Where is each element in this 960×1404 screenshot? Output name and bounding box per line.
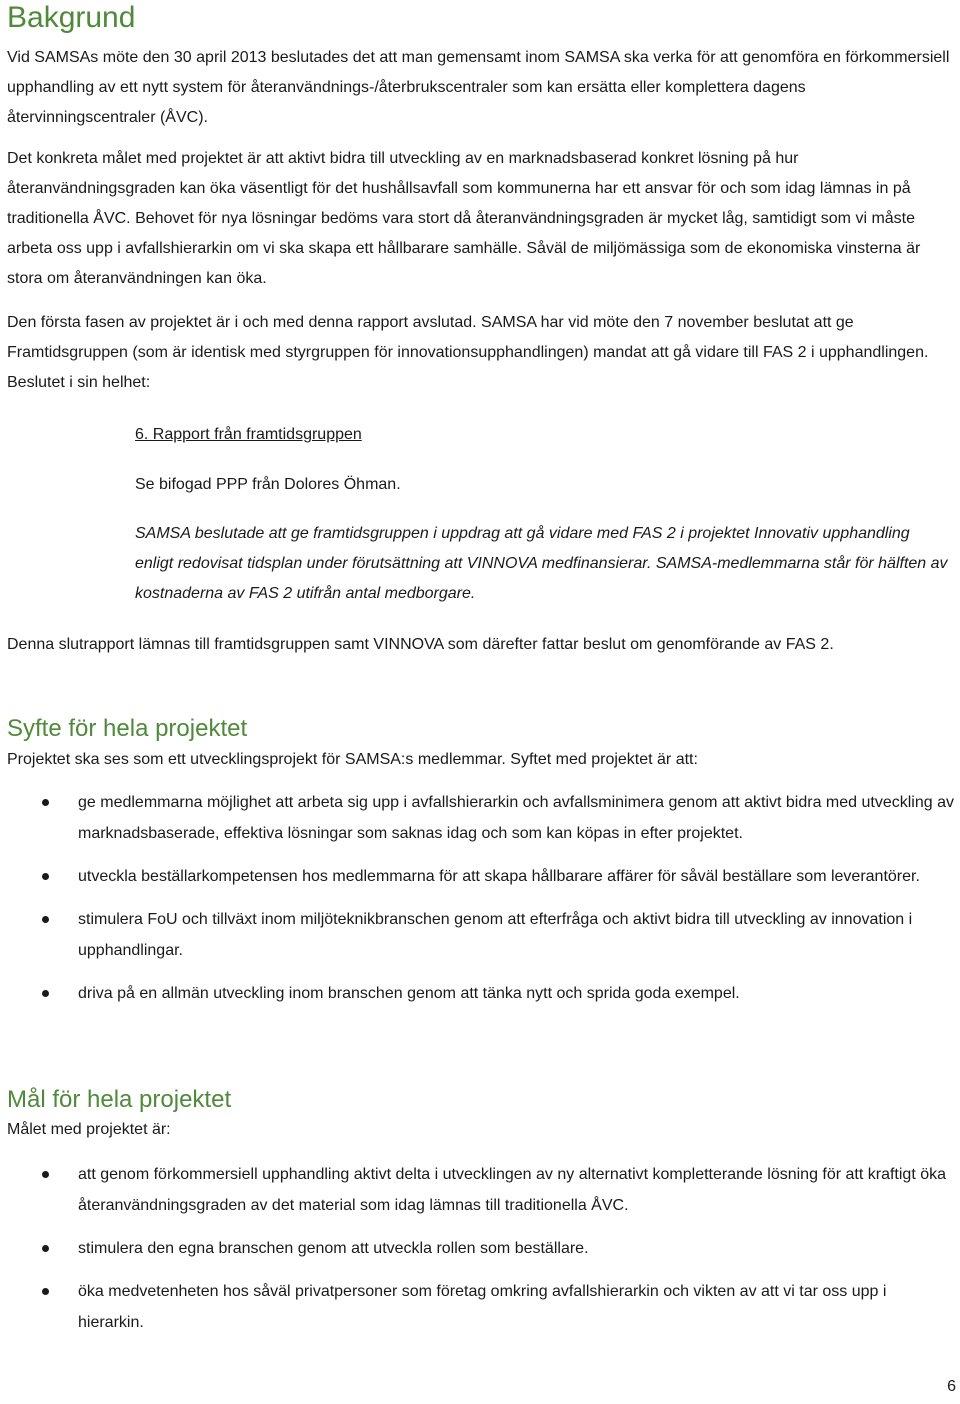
page-number: 6	[947, 1378, 956, 1395]
bullet-icon	[42, 799, 49, 806]
list-item-text: stimulera FoU och tillväxt inom miljöteknikbranschen genom att efterfråga och aktivt bidra till utveckling av innovation i upphandlingar.	[78, 911, 913, 959]
bullet-icon	[42, 1171, 49, 1178]
paragraph-mal-intro: Målet med projektet är:	[7, 1121, 171, 1138]
decision-text: SAMSA beslutade att ge framtidsgruppen i uppdrag att gå vidare med FAS 2 i projektet Innovativ upphandling enligt redovisat tidsplan under förutsättning att VINNOVA medfinansierar. SAMSA-medlemmarna står för hälften av kostnaderna av FAS 2 utifrån antal medborgare.	[135, 525, 948, 602]
mal-list	[7, 1159, 955, 1338]
list-item	[7, 861, 955, 892]
paragraph-goal: Det konkreta målet med projektet är att aktivt bidra till utveckling av en marknadsbaserad konkret lösning på hur återanvändningsgraden kan öka väsentligt för det hushållsavfall som kommunerna har ett ansvar för och som idag lämnas in på traditionella ÅVC. Behovet för nya lösningar bedöms vara stort då återanvändningsgraden är mycket låg, samtidigt som vi måste arbeta oss upp i avfallshierarkin om vi ska skapa ett hållbarare samhälle. Såväl de miljömässiga som de ekonomiska vinsterna är stora om återanvändningen kan öka.	[7, 150, 921, 287]
bullet-icon	[42, 990, 49, 997]
list-item	[7, 904, 955, 966]
list-item-text: stimulera den egna branschen genom att utveckla rollen som beställare.	[78, 1240, 589, 1257]
decision-title: 6. Rapport från framtidsgruppen	[135, 426, 362, 443]
list-item	[7, 787, 955, 849]
heading-mal: Mål för hela projektet	[7, 1086, 232, 1113]
bullet-icon	[42, 1288, 49, 1295]
list-item-text: utveckla beställarkompetensen hos medlemmarna för att skapa hållbarare affärer för såväl beställare som leverantörer.	[78, 868, 920, 885]
list-item-text: driva på en allmän utveckling inom branschen genom att tänka nytt och sprida goda exempel.	[78, 985, 740, 1002]
heading-syfte: Syfte för hela projektet	[7, 715, 248, 742]
decision-attachment: Se bifogad PPP från Dolores Öhman.	[135, 476, 401, 493]
paragraph-final-report: Denna slutrapport lämnas till framtidsgruppen samt VINNOVA som därefter fattar beslut om genomförande av FAS 2.	[7, 636, 834, 653]
list-item-text: öka medvetenheten hos såväl privatpersoner som företag omkring avfallshierarkin och vikten av att vi tar oss upp i hierarkin.	[78, 1283, 887, 1331]
paragraph-phase: Den första fasen av projektet är i och med denna rapport avslutad. SAMSA har vid möte den 7 november beslutat att ge Framtidsgruppen (som är identisk med styrgruppen för innovationsupphandlingen) mandat att gå vidare till FAS 2 i upphandlingen. Beslutet i sin helhet:	[7, 314, 929, 391]
list-item	[7, 1159, 955, 1221]
syfte-list	[7, 787, 955, 1009]
heading-bakgrund: Bakgrund	[7, 1, 136, 34]
bullet-icon	[42, 873, 49, 880]
bullet-icon	[42, 916, 49, 923]
bullet-icon	[42, 1245, 49, 1252]
list-item-text: att genom förkommersiell upphandling aktivt delta i utvecklingen av ny alternativt kompletterande lösning för att kraftigt öka återanvändningsgraden av det material som idag lämnas till traditionella ÅVC.	[78, 1166, 947, 1214]
list-item	[7, 1276, 955, 1338]
list-item	[7, 978, 955, 1009]
paragraph-syfte-intro: Projektet ska ses som ett utvecklingsprojekt för SAMSA:s medlemmar. Syftet med projektet är att:	[7, 751, 698, 768]
paragraph-intro: Vid SAMSAs möte den 30 april 2013 beslutades det att man gemensamt inom SAMSA ska verka för att genomföra en förkommersiell upphandling av ett nytt system för återanvändnings-/återbrukscentraler som kan ersätta eller komplettera dagens återvinningscentraler (ÅVC).	[7, 49, 950, 126]
list-item	[7, 1233, 955, 1264]
list-item-text: ge medlemmarna möjlighet att arbeta sig upp i avfallshierarkin och avfallsminimera genom att aktivt bidra med utveckling av marknadsbaserade, effektiva lösningar som saknas idag och som kan köpas in efter projektet.	[78, 794, 954, 842]
